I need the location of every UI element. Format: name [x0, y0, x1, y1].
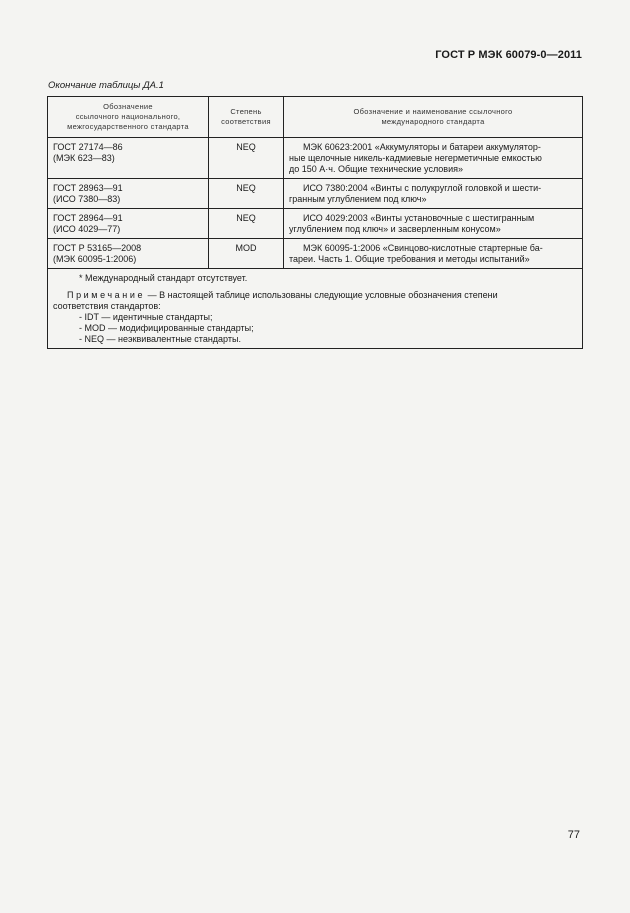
international-standard-cell: [284, 209, 583, 239]
header-line: Степень: [230, 107, 262, 116]
header-degree: [209, 97, 284, 138]
national-code: ГОСТ 28963—91: [53, 183, 123, 193]
intl-line: МЭК 60623:2001 «Аккумуляторы и батареи аккумулятор-: [303, 142, 541, 152]
note-text-continued: соответствия стандартов:: [53, 301, 161, 311]
header-line: межгосударственного стандарта: [67, 122, 189, 131]
national-code: ГОСТ 28964—91: [53, 213, 123, 223]
intl-line: гранным углублением под ключ»: [289, 194, 427, 204]
national-standard-cell: [48, 209, 209, 239]
degree-cell: MOD: [209, 239, 284, 269]
header-line: Обозначение и наименование ссылочного: [353, 107, 513, 116]
intl-line: тареи. Часть 1. Общие требования и методы испытаний»: [289, 254, 530, 264]
note-text: — В настоящей таблице использованы следующие условные обозначения степени: [145, 290, 498, 300]
intl-line: ные щелочные никель-кадмиевые негерметичные емкостью: [289, 153, 542, 163]
note-list-item: - IDT — идентичные стандарты;: [79, 312, 213, 322]
footnote: * Международный стандарт отсутствует.: [79, 273, 248, 283]
header-line: международного стандарта: [381, 117, 485, 126]
international-standard-cell: [284, 239, 583, 269]
intl-line: до 150 А·ч. Общие технические условия»: [289, 164, 463, 174]
standards-table: [47, 96, 583, 349]
note-list-item: - NEQ — неэквивалентные стандарты.: [79, 334, 241, 344]
page-number: 77: [567, 829, 580, 841]
degree-cell: NEQ: [209, 179, 284, 209]
table-row: [48, 209, 583, 239]
note-title: Примечание: [67, 290, 146, 300]
intl-line: ИСО 7380:2004 «Винты с полукруглой головкой и шести-: [303, 183, 542, 193]
national-standard-cell: [48, 138, 209, 179]
national-code: ГОСТ Р 53165—2008: [53, 243, 142, 253]
national-ref: (ИСО 4029—77): [53, 224, 121, 234]
international-standard-cell: [284, 179, 583, 209]
header-international-standard: [284, 97, 583, 138]
national-code: ГОСТ 27174—86: [53, 142, 123, 152]
table-header-row: [48, 97, 583, 138]
table-row: [48, 179, 583, 209]
intl-line: углублением под ключ» и засверленным конусом»: [289, 224, 501, 234]
national-standard-cell: [48, 179, 209, 209]
note-list-item: - MOD — модифицированные стандарты;: [79, 323, 254, 333]
header-line: ссылочного национального,: [75, 112, 181, 121]
table-footer-row: [48, 269, 583, 349]
national-ref: (ИСО 7380—83): [53, 194, 121, 204]
national-ref: (МЭК 623—83): [53, 153, 115, 163]
international-standard-cell: [284, 138, 583, 179]
table-row: [48, 239, 583, 269]
table-caption: Окончание таблицы ДА.1: [48, 80, 164, 91]
header-line: соответствия: [221, 117, 271, 126]
note: [53, 290, 577, 301]
degree-cell: NEQ: [209, 138, 284, 179]
national-standard-cell: [48, 239, 209, 269]
degree-cell: NEQ: [209, 209, 284, 239]
document-code: ГОСТ Р МЭК 60079-0—2011: [435, 49, 582, 61]
table-row: [48, 138, 583, 179]
header-national-standard: [48, 97, 209, 138]
intl-line: МЭК 60095-1:2006 «Свинцово-кислотные стартерные ба-: [303, 243, 543, 253]
intl-line: ИСО 4029:2003 «Винты установочные с шестигранным: [303, 213, 535, 223]
national-ref: (МЭК 60095-1:2006): [53, 254, 137, 264]
header-line: Обозначение: [103, 102, 153, 111]
table-footer: [48, 269, 583, 349]
